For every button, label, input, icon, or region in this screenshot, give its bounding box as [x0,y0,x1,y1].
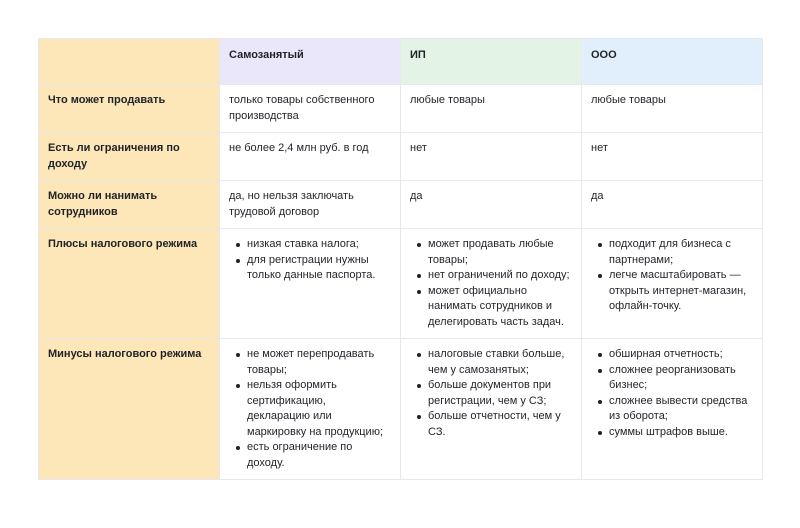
cell-limit-self-employed: не более 2,4 млн руб. в год [220,133,401,181]
cell-sell-ooo: любые товары [582,85,763,133]
table-row-income-limit [39,133,763,181]
list-item: легче масштабировать — открыть интернет-магазин, офлайн-точку. [609,268,753,315]
cell-pros-ooo [582,229,763,339]
header-ooo: ООО [582,39,763,85]
comparison-table-container [38,38,762,480]
list-item: сложнее реорганизовать бизнес; [609,363,753,394]
cell-sell-ip: любые товары [401,85,582,133]
bullet-list [410,347,572,440]
list-item: налоговые ставки больше, чем у самозанятых; [428,347,572,378]
cell-hire-self-employed: да, но нельзя заключать трудовой договор [220,181,401,229]
list-item: нет ограничений по доходу; [428,268,572,284]
list-item: для регистрации нужны только данные паспорта. [247,253,391,284]
cell-hire-ooo: да [582,181,763,229]
row-label-hire-employees: Можно ли нанимать сотрудников [39,181,220,229]
cell-limit-ip: нет [401,133,582,181]
list-item: больше отчетности, чем у СЗ. [428,409,572,440]
bullet-list [591,347,753,440]
list-item: не может перепродавать товары; [247,347,391,378]
list-item: есть ограничение по доходу. [247,440,391,471]
list-item: обширная отчетность; [609,347,753,363]
list-item: подходит для бизнеса с партнерами; [609,237,753,268]
list-item: суммы штрафов выше. [609,425,753,441]
table-row-cons [39,339,763,480]
cell-pros-ip [401,229,582,339]
header-ip: ИП [401,39,582,85]
bullet-list [591,237,753,315]
cell-pros-self-employed [220,229,401,339]
cell-cons-self-employed [220,339,401,480]
cell-cons-ooo [582,339,763,480]
row-label-cons: Минусы налогового режима [39,339,220,480]
table-row-hire-employees [39,181,763,229]
header-corner-cell [39,39,220,85]
row-label-pros: Плюсы налогового режима [39,229,220,339]
table-row-what-can-sell [39,85,763,133]
bullet-list [410,237,572,330]
list-item: низкая ставка налога; [247,237,391,253]
list-item: нельзя оформить сертификацию, декларацию или маркировку на продукцию; [247,378,391,440]
list-item: может официально нанимать сотрудников и делегировать часть задач. [428,284,572,331]
cell-sell-self-employed: только товары собственного производства [220,85,401,133]
cell-limit-ooo: нет [582,133,763,181]
header-self-employed: Самозанятый [220,39,401,85]
table-row-pros [39,229,763,339]
header-row [39,39,763,85]
list-item: больше документов при регистрации, чем у СЗ; [428,378,572,409]
bullet-list [229,347,391,471]
bullet-list [229,237,391,284]
row-label-what-can-sell: Что может продавать [39,85,220,133]
list-item: может продавать любые товары; [428,237,572,268]
list-item: сложнее вывести средства из оборота; [609,394,753,425]
cell-cons-ip [401,339,582,480]
cell-hire-ip: да [401,181,582,229]
row-label-income-limit: Есть ли ограничения по доходу [39,133,220,181]
tax-regime-comparison-table [38,38,763,480]
